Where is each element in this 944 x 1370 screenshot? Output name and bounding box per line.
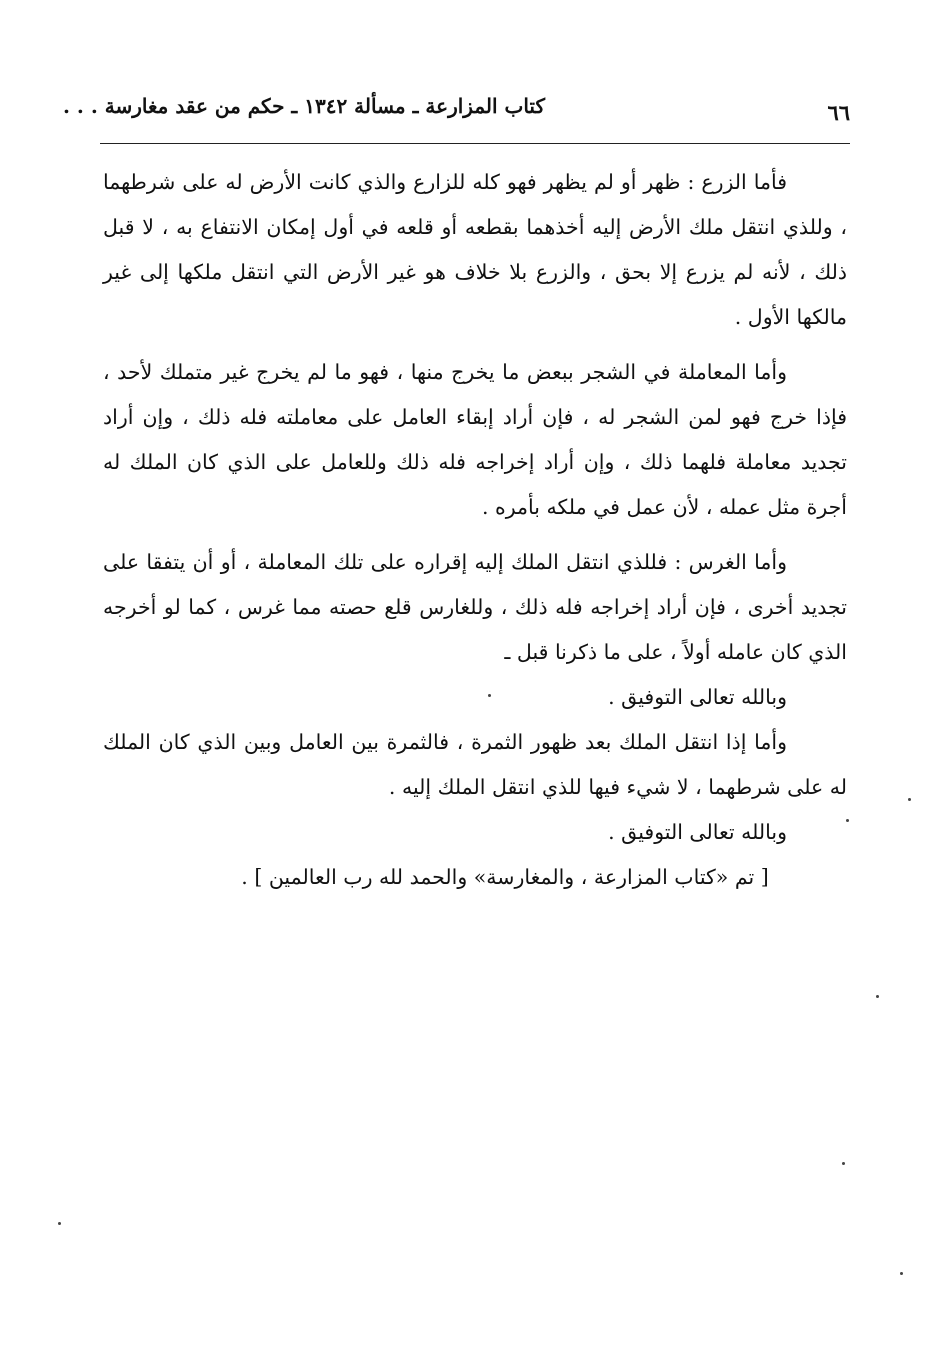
book-end-line: [ تم «كتاب المزارعة ، والمغارسة» والحمد لله رب العالمين ] . bbox=[241, 865, 769, 889]
closing-formula-2: وبالله تعالى التوفيق . bbox=[608, 820, 787, 844]
body-text bbox=[103, 160, 847, 900]
closing-formula-1: وبالله تعالى التوفيق . bbox=[608, 685, 787, 709]
paragraph-after-fruit: وأما إذا انتقل الملك بعد ظهور الثمرة ، فالثمرة بين العامل وبين الذي كان الملك له على شرطهما ، لا شيء فيها للذي انتقل الملك إليه . bbox=[103, 730, 847, 799]
paragraph-crop: فأما الزرع : ظهر أو لم يظهر فهو كله للزارع والذي كانت الأرض له على شرطهما ، وللذي انتقل ملك الأرض إليه أخذهما بقطعه أو قلعه في أول إمكان الانتفاع به ، لا قبل ذلك ، لأنه لم يزرع إلا بحق ، والزرع بلا خلاف هو غير الأرض التي انتقل ملكها إلى غير مالكها الأول . bbox=[103, 170, 847, 329]
scan-speck bbox=[908, 798, 911, 801]
running-title: كتاب المزارعة ـ مسألة ١٣٤٢ ـ حكم من عقد مغارسة . . . bbox=[63, 94, 545, 118]
paragraph-tree-contract: وأما المعاملة في الشجر ببعض ما يخرج منها ، فهو ما لم يخرج غير متملك لأحد ، فإذا خرج فهو لمن الشجر له ، فإن أراد إبقاء العامل على معاملته فله ذلك ، وإن أراد تجديد معاملة فلهما ذلك ، وإن أراد إخراجه فله ذلك وللعامل على الذي كان الملك له أجرة مثل عمله ، لأن عمل في ملكه بأمره . bbox=[103, 360, 847, 519]
page-number: ٦٦ bbox=[827, 100, 850, 125]
scan-speck bbox=[488, 694, 491, 697]
scan-speck bbox=[842, 1162, 845, 1165]
scan-speck bbox=[58, 1222, 61, 1225]
paragraph-planting: وأما الغرس : فللذي انتقل الملك إليه إقراره على تلك المعاملة ، أو أن يتفقا على تجديد أخرى ، فإن أراد إخراجه فله ذلك ، وللغارس قلع حصته مما غرس ، كما لو أخرجه الذي كان عامله أولاً ، على ما ذكرنا قبل ـ bbox=[103, 550, 847, 664]
header-rule bbox=[100, 143, 850, 144]
scan-speck bbox=[846, 819, 849, 822]
page-header bbox=[63, 92, 850, 134]
scan-speck bbox=[900, 1272, 903, 1275]
scan-speck bbox=[876, 995, 879, 998]
